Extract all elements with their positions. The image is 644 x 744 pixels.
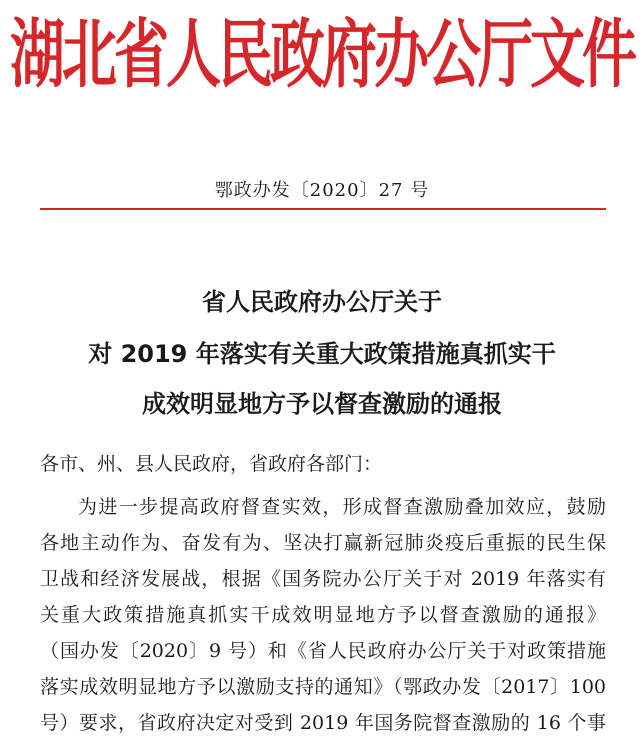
document-header-title: 湖北省人民政府办公厅文件 bbox=[9, 11, 634, 98]
red-divider-line bbox=[40, 208, 606, 210]
body-line: 各地主动作为、奋发有为、坚决打赢新冠肺炎疫后重振的民生保 bbox=[40, 532, 606, 554]
document-title-line-2: 对 2019 年落实有关重大政策措施真抓实干 bbox=[88, 340, 556, 368]
salutation: 各市、州、县人民政府，省政府各部门： bbox=[40, 453, 383, 475]
document-number: 鄂政办发〔2020〕27 号 bbox=[214, 180, 430, 201]
document-title-line-1: 省人民政府办公厅关于 bbox=[202, 288, 442, 316]
body-line: 落实成效明显地方予以激励支持的通知》（鄂政办发〔2017〕100 bbox=[40, 676, 606, 698]
body-line: 卫战和经济发展战，根据《国务院办公厅关于对 2019 年落实有 bbox=[40, 568, 606, 590]
body-line: 关重大政策措施真抓实干成效明显地方予以督查激励的通报》 bbox=[40, 604, 606, 626]
body-line: 为进一步提高政府督查实效，形成督查激励叠加效应，鼓励 bbox=[78, 496, 606, 518]
body-line: 号）要求，省政府决定对受到 2019 年国务院督查激励的 16 个事 bbox=[40, 712, 606, 734]
document-title-line-3: 成效明显地方予以督查激励的通报 bbox=[142, 390, 502, 418]
body-line: （国办发〔2020〕9 号）和《省人民政府办公厅关于对政策措施 bbox=[40, 640, 606, 662]
